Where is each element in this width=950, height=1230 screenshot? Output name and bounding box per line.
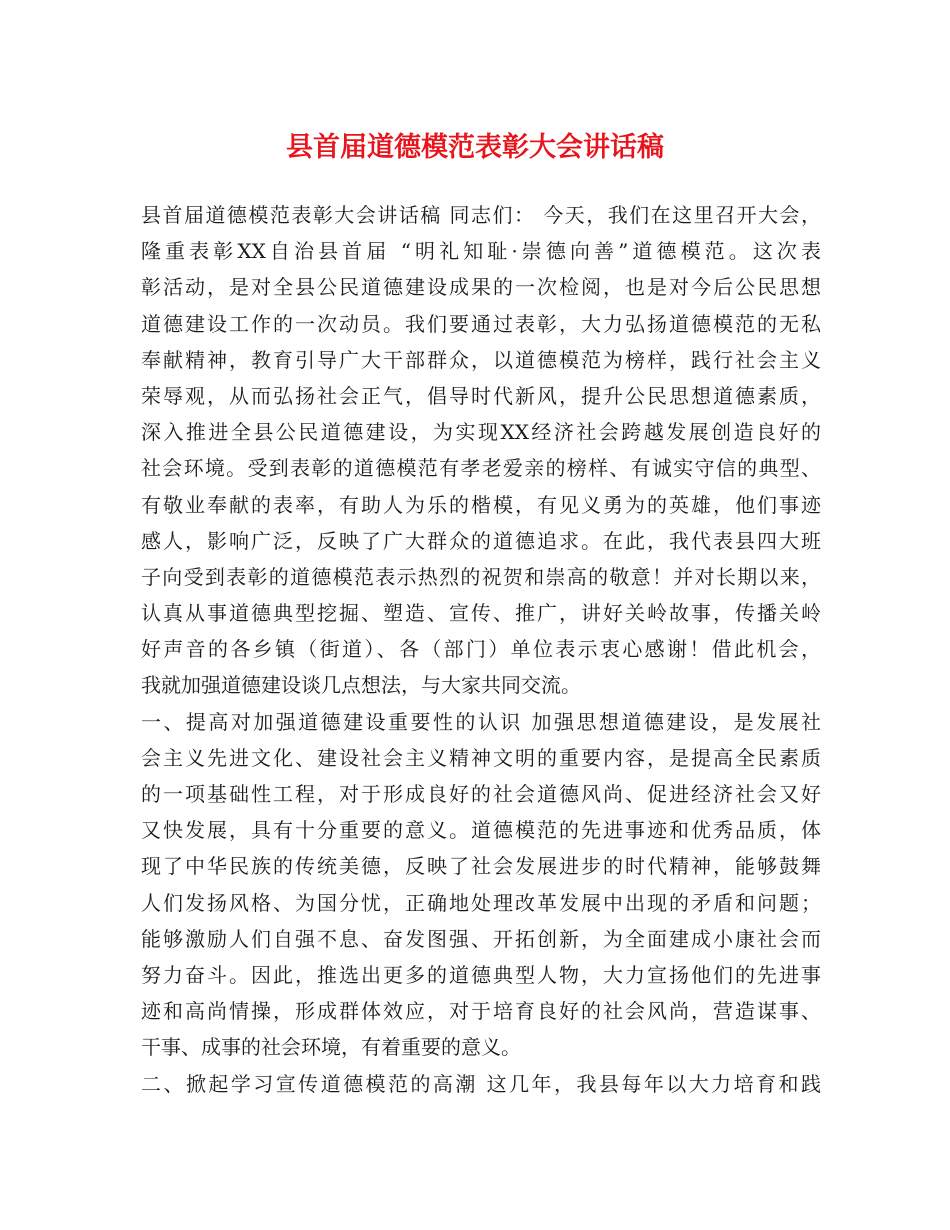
body-line: 干事、成事的社会环境，有着重要的意义。 bbox=[141, 1035, 521, 1060]
body-line: 奉献精神，教育引导广大干部群众，以道德模范为榜样，践行社会主义 bbox=[141, 347, 821, 372]
body-line: 好声音的各乡镇（街道）、各（部门）单位表示衷心感谢！借此机会， bbox=[141, 637, 821, 662]
body-line: 迹和高尚情操，形成群体效应，对于培育良好的社会风尚，营造谋事、 bbox=[141, 999, 821, 1024]
body-line: 人们发扬风格、为国分忧，正确地处理改革发展中出现的矛盾和问题； bbox=[141, 890, 821, 915]
body-line: 隆重表彰XX自治县首届 “明礼知耻·崇德向善”道德模范。这次表 bbox=[141, 239, 821, 264]
body-line: 能够激励人们自强不息、奋发图强、开拓创新，为全面建成小康社会而 bbox=[141, 926, 821, 951]
body-line: 道德建设工作的一次动员。我们要通过表彰，大力弘扬道德模范的无私 bbox=[141, 311, 821, 336]
body-line: 彰活动，是对全县公民道德建设成果的一次检阅，也是对今后公民思想 bbox=[141, 275, 821, 300]
body-line: 的一项基础性工程，对于形成良好的社会道德风尚、促进经济社会又好 bbox=[141, 782, 821, 806]
body-line: 认真从事道德典型挖掘、塑造、宣传、推广，讲好关岭故事，传播关岭 bbox=[141, 601, 821, 626]
body-line: 会主义先进文化、建设社会主义精神文明的重要内容，是提高全民素质 bbox=[141, 745, 821, 770]
body-line: 深入推进全县公民道德建设，为实现XX经济社会跨越发展创造良好的 bbox=[141, 420, 821, 445]
body-line: 努力奋斗。因此，推选出更多的道德典型人物，大力宣扬他们的先进事 bbox=[141, 962, 821, 987]
body-line: 我就加强道德建设谈几点想法，与大家共同交流。 bbox=[141, 673, 581, 698]
document-body bbox=[141, 197, 821, 1102]
body-line: 有敬业奉献的表率，有助人为乐的楷模，有见义勇为的英雄，他们事迹 bbox=[141, 492, 821, 517]
body-line: 又快发展，具有十分重要的意义。道德模范的先进事迹和优秀品质，体 bbox=[141, 818, 821, 843]
document-title: 县首届道德模范表彰大会讲话稿 bbox=[286, 132, 664, 163]
section-heading-line: 二、掀起学习宣传道德模范的高潮 这几年，我县每年以大力培育和践 bbox=[141, 1071, 821, 1096]
body-line: 县首届道德模范表彰大会讲话稿 同志们： 今天，我们在这里召开大会， bbox=[141, 203, 821, 227]
body-line: 荣辱观，从而弘扬社会正气，倡导时代新风，提升公民思想道德素质， bbox=[141, 383, 821, 408]
body-line: 子向受到表彰的道德模范表示热烈的祝贺和崇高的敬意！并对长期以来， bbox=[141, 564, 821, 589]
body-line: 现了中华民族的传统美德，反映了社会发展进步的时代精神，能够鼓舞 bbox=[141, 854, 821, 879]
section-heading-line: 一、提高对加强道德建设重要性的认识 加强思想道德建设，是发展社 bbox=[141, 709, 821, 734]
body-line: 社会环境。受到表彰的道德模范有孝老爱亲的榜样、有诚实守信的典型、 bbox=[141, 456, 821, 481]
body-line: 感人，影响广泛，反映了广大群众的道德追求。在此，我代表县四大班 bbox=[141, 528, 821, 553]
